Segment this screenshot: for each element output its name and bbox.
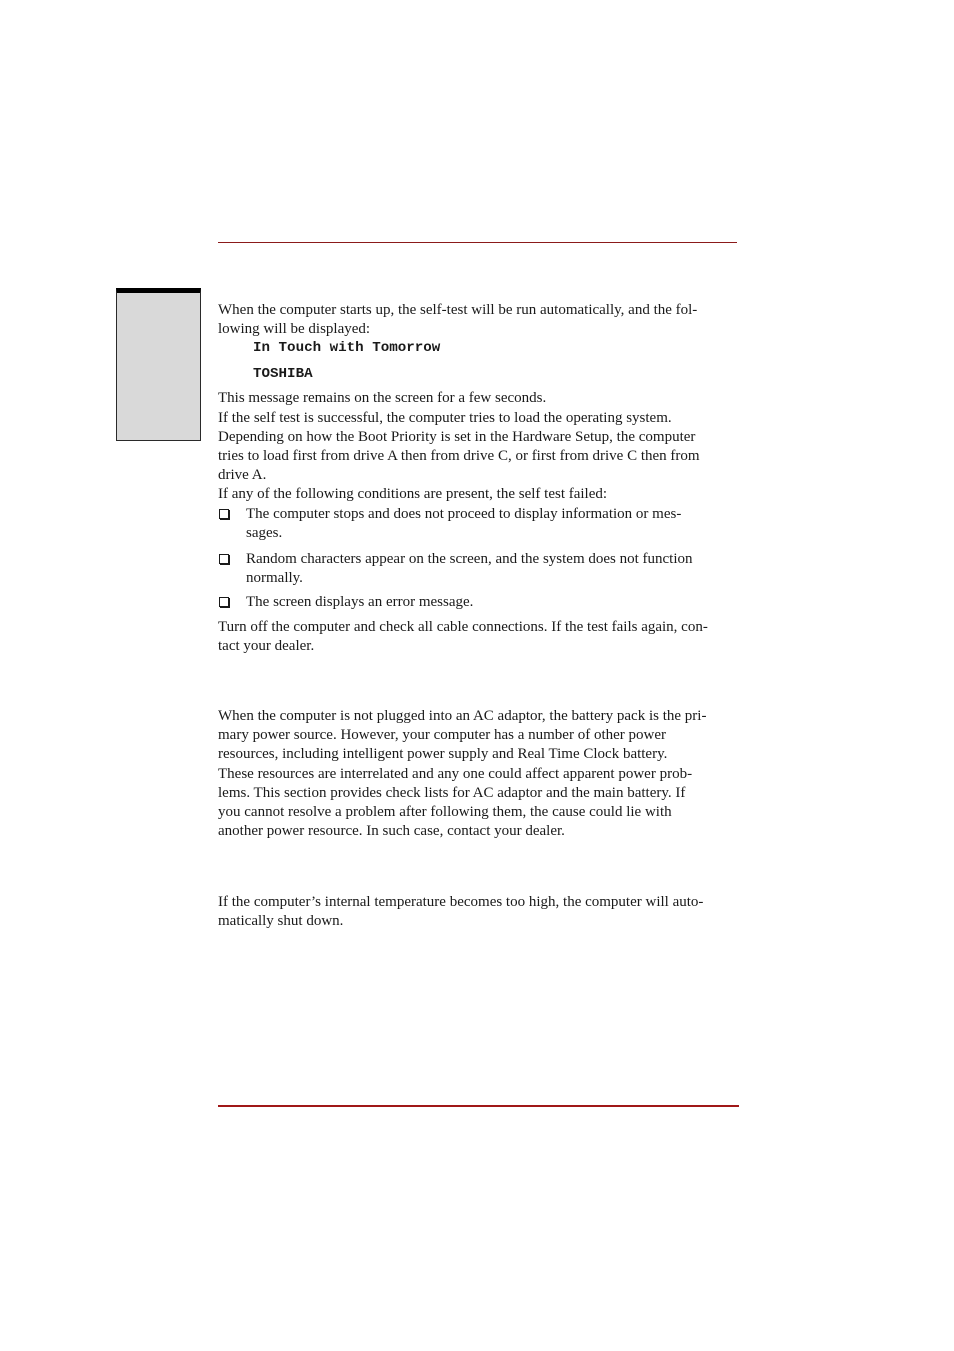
power-line-5: lems. This section provides check lists for AC adaptor and the main battery. If bbox=[218, 784, 686, 801]
checkbox-bullet-icon bbox=[219, 597, 229, 607]
message-remains-text: This message remains on the screen for a few seconds. bbox=[218, 390, 547, 407]
bullet-1-line-2: sages. bbox=[246, 524, 283, 541]
overheat-line-1: If the computer’s internal temperature becomes too high, the computer will auto- bbox=[218, 894, 704, 910]
header-rule bbox=[218, 242, 737, 243]
overheat-line-2: matically shut down. bbox=[218, 913, 344, 930]
success-line-3: tries to load first from drive A then from drive C, or first from drive C then from bbox=[218, 448, 700, 465]
checkbox-bullet-icon bbox=[219, 509, 229, 519]
bullet-2-line-1: Random characters appear on the screen, and the system does not function bbox=[246, 551, 693, 568]
list-item bbox=[218, 593, 739, 612]
bullet-1-line-1: The computer stops and does not proceed to display information or mes- bbox=[246, 505, 682, 522]
power-line-3: resources, including intelligent power supply and Real Time Clock battery. bbox=[218, 746, 668, 763]
power-line-4: These resources are interrelated and any one could affect apparent power prob- bbox=[218, 765, 693, 782]
success-line-4: drive A. bbox=[218, 467, 267, 484]
power-line-2: mary power source. However, your computer has a number of other power bbox=[218, 727, 666, 744]
intro-line-1: When the computer starts up, the self-test will be run automatically, and the fol- bbox=[218, 302, 698, 318]
footer-rule bbox=[218, 1105, 739, 1107]
intro-line-2: lowing will be displayed: bbox=[218, 321, 371, 338]
bullet-3-line-1: The screen displays an error message. bbox=[246, 594, 474, 611]
bullet-2-line-2: normally. bbox=[246, 570, 303, 587]
checkbox-bullet-icon bbox=[219, 554, 229, 564]
success-line-2: Depending on how the Boot Priority is set in the Hardware Setup, the computer bbox=[218, 428, 696, 445]
turn-off-line-1: Turn off the computer and check all cable connections. If the test fails again, con- bbox=[218, 618, 708, 635]
turn-off-line-2: tact your dealer. bbox=[218, 637, 315, 654]
section-overheat bbox=[218, 893, 739, 931]
power-line-6: you cannot resolve a problem after following them, the cause could lie with bbox=[218, 804, 672, 821]
list-item bbox=[218, 505, 739, 543]
list-item bbox=[218, 550, 739, 588]
screen-message-line-2: TOSHIBA bbox=[253, 366, 313, 383]
power-line-1: When the computer is not plugged into an AC adaptor, the battery pack is the pri- bbox=[218, 708, 707, 724]
section-power bbox=[218, 707, 739, 841]
chapter-tab bbox=[116, 288, 201, 441]
section-self-test bbox=[218, 301, 739, 656]
conditions-intro: If any of the following conditions are present, the self test failed: bbox=[218, 486, 608, 503]
screen-message-line-1: In Touch with Tomorrow bbox=[253, 340, 441, 357]
success-line-1: If the self test is successful, the computer tries to load the operating system. bbox=[218, 409, 672, 426]
power-line-7: another power resource. In such case, contact your dealer. bbox=[218, 823, 565, 840]
